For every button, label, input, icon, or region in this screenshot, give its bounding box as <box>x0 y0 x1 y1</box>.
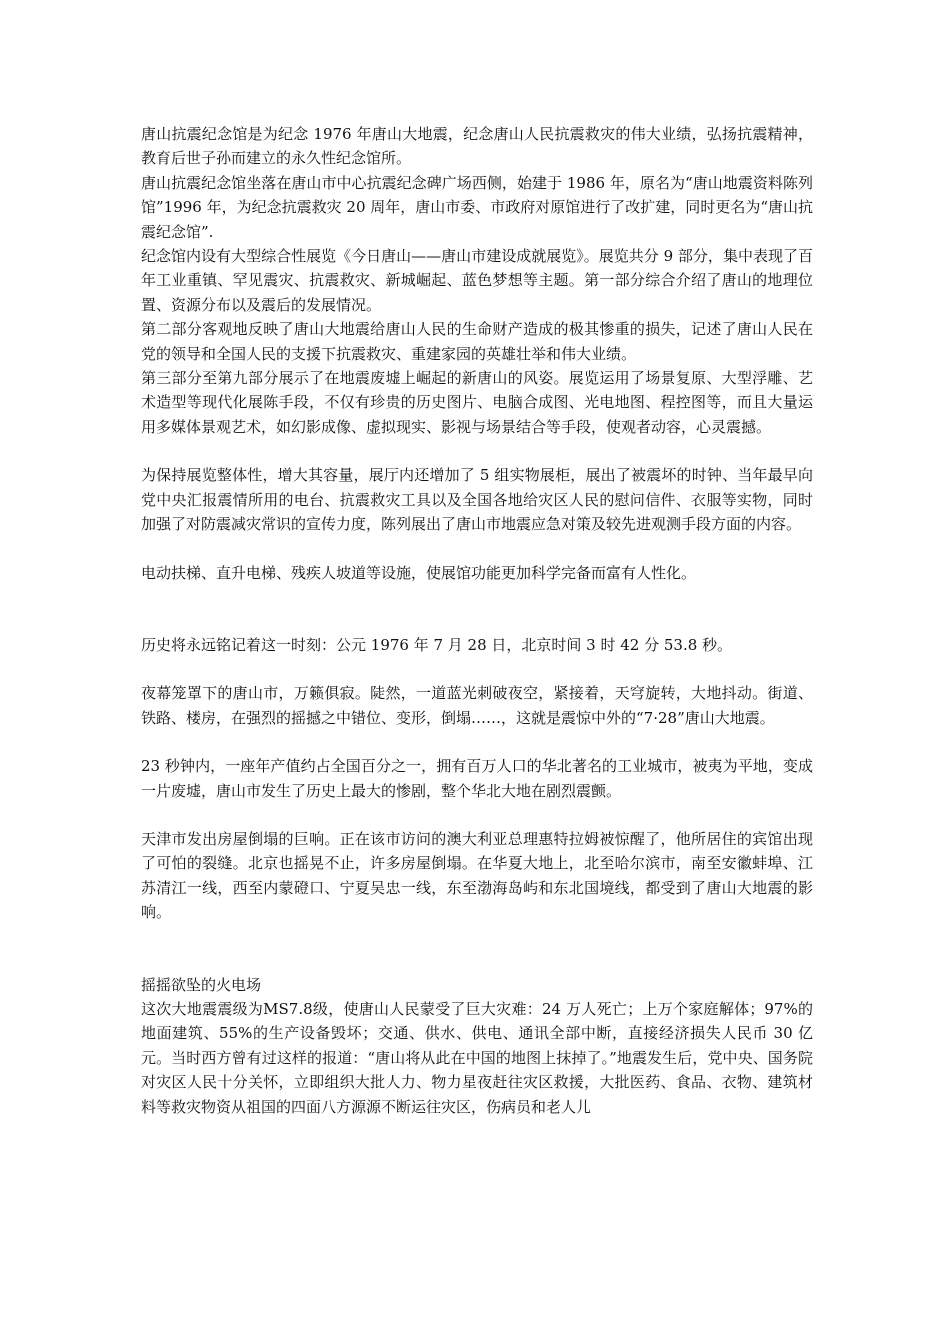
paragraph-gap <box>141 585 813 633</box>
paragraph-location: 唐山抗震纪念馆坐落在唐山市中心抗震纪念碑广场西侧，始建于 1986 年，原名为“唐山地震资料陈列馆”1996 年，为纪念抗震救灾 20 周年，唐山市委、市政府对原馆进行了改扩建，同时更名为“唐山抗震纪念馆”. <box>141 173 813 241</box>
paragraph-night: 夜幕笼罩下的唐山市，万籁俱寂。陡然，一道蓝光刺破夜空，紧接着，天穹旋转，大地抖动。街道、铁路、楼房，在强烈的摇撼之中错位、变形，倒塌……，这就是震惊中外的“7·28”唐山大地震。 <box>141 684 813 727</box>
paragraph-tianjin: 天津市发出房屋倒塌的巨响。正在该市访问的澳大利亚总理惠特拉姆被惊醒了，他所居住的宾馆出现了可怕的裂缝。北京也摇晃不止，许多房屋倒塌。在华夏大地上，北至哈尔滨市，南至安徽蚌埠、江苏清江一线，西至内蒙磴口、宁夏吴忠一线，东至渤海岛屿和东北国境线，都受到了唐山大地震的影响。 <box>141 829 813 922</box>
section-heading: 摇摇欲坠的火电场 <box>141 975 262 994</box>
paragraph-intro: 唐山抗震纪念馆是为纪念 1976 年唐山大地震，纪念唐山人民抗震救灾的伟大业绩，弘扬抗震精神，教育后世子孙而建立的永久性纪念馆所。 <box>141 125 813 168</box>
paragraph-facilities: 电动扶梯、直升电梯、残疾人坡道等设施，使展馆功能更加科学完备而富有人性化。 <box>141 563 697 582</box>
paragraph-part-three-to-nine: 第三部分至第九部分展示了在地震废墟上崛起的新唐山的风姿。展览运用了场景复原、大型浮雕、艺术造型等现代化展陈手段，不仅有珍贵的历史图片、电脑合成图、光电地图、程控图等，而且大量运用多媒体景观艺术，如幻影成像、虚拟现实、影视与场景结合等手段，使观者动容，心灵震撼。 <box>141 369 813 436</box>
paragraph-gap <box>141 925 813 973</box>
paragraph-exhibition: 纪念馆内设有大型综合性展览《今日唐山——唐山市建设成就展览》。展览共分 9 部分，集中表现了百年工业重镇、罕见震灾、抗震救灾、新城崛起、蓝色梦想等主题。第一部分综合介绍了唐山的地理位置、资源分布以及震后的发展情况。 <box>141 247 813 314</box>
paragraph-gap <box>141 803 813 827</box>
paragraph-gap <box>141 439 813 463</box>
paragraph-23-seconds: 23 秒钟内，一座年产值约占全国百分之一，拥有百万人口的华北著名的工业城市，被夷为平地，变成一片废墟，唐山市发生了历史上最大的惨剧，整个华北大地在剧烈震颤。 <box>141 757 813 800</box>
paragraph-moment: 历史将永远铭记着这一时刻：公元 1976 年 7 月 28 日，北京时间 3 时 42 分 53.8 秒。 <box>141 635 733 654</box>
paragraph-magnitude: 这次大地震震级为MS7.8级，使唐山人民蒙受了巨大灾难：24 万人死亡；上万个家庭解体；97%的地面建筑、55%的生产设备毁坏；交通、供水、供电、通讯全部中断，直接经济损失人民币 30 亿元。当时西方曾有过这样的报道：“唐山将从此在中国的地图上抹掉了。”地震发生后，党中央、国务院对灾区人民十分关怀，立即组织大批人力、物力星夜赶往灾区救援，大批医药、食品、衣物、建筑材料等救灾物资从祖国的四面八方源源不断运往灾区，伤病员和老人儿 <box>141 999 813 1116</box>
paragraph-gap <box>141 657 813 681</box>
paragraph-gap <box>141 537 813 561</box>
paragraph-part-two: 第二部分客观地反映了唐山大地震给唐山人民的生命财产造成的极其惨重的损失，记述了唐山人民在党的领导和全国人民的支援下抗震救灾、重建家园的英雄壮举和伟大业绩。 <box>141 320 813 363</box>
document-body <box>141 122 813 1119</box>
paragraph-display-cases: 为保持展览整体性，增大其容量，展厅内还增加了 5 组实物展柜，展出了被震坏的时钟、当年最早向党中央汇报震情所用的电台、抗震救灾工具以及全国各地给灾区人民的慰问信件、衣服等实物，同时加强了对防震减灾常识的宣传力度，陈列展出了唐山市地震应急对策及较先进观测手段方面的内容。 <box>141 466 813 534</box>
paragraph-gap <box>141 730 813 754</box>
